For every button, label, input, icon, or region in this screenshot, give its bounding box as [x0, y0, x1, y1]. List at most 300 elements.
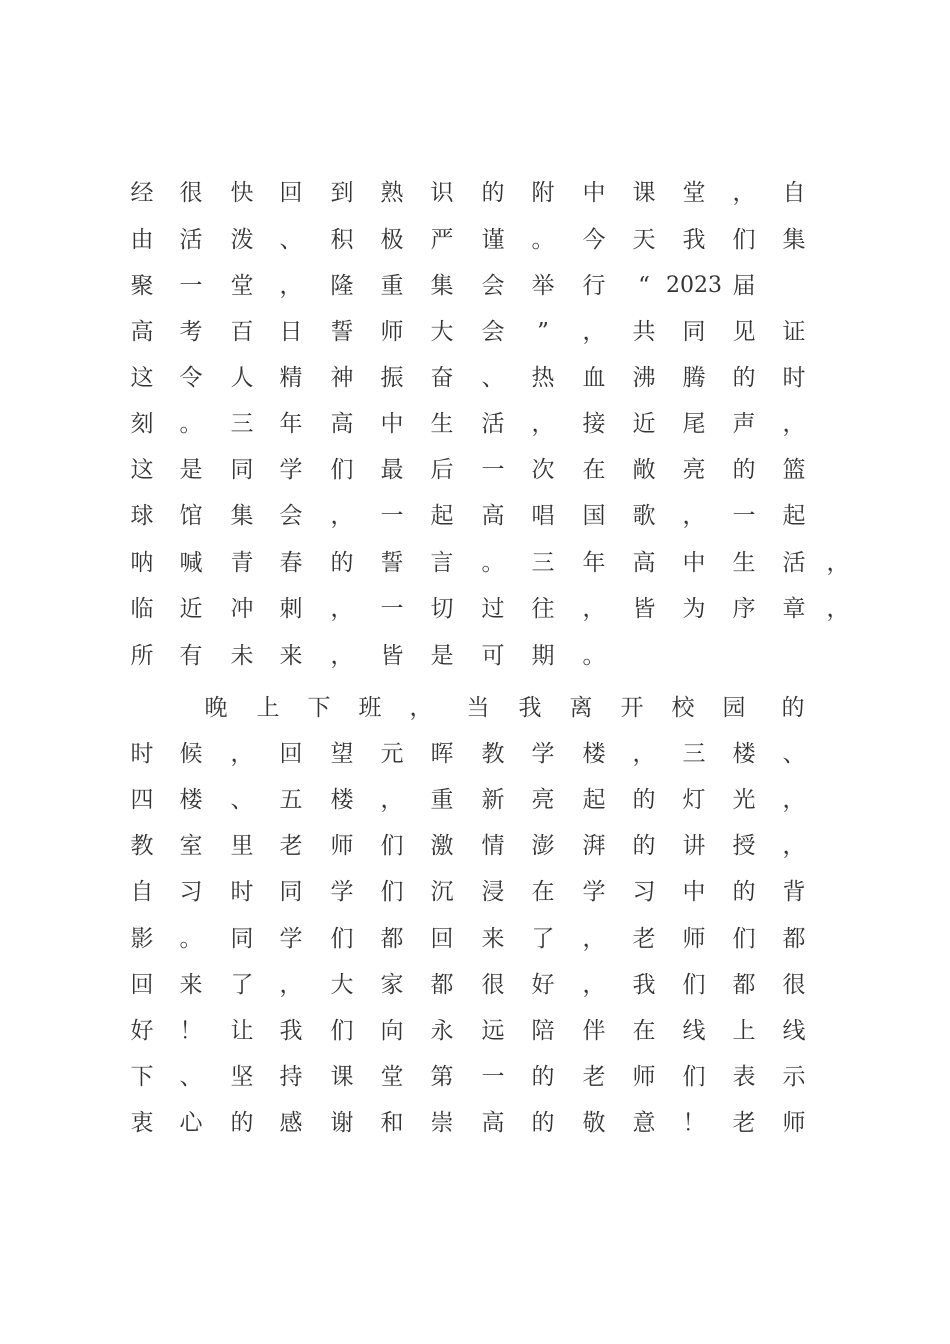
text-char: 时 [230, 879, 254, 905]
text-char: 、 [230, 787, 254, 813]
text-char: 时 [782, 365, 806, 391]
text-char: 令 [179, 365, 203, 391]
text-char: 。 [582, 643, 606, 669]
text-char: 课 [632, 180, 656, 206]
text-char: 尾 [682, 411, 706, 437]
text-char: 都 [380, 926, 404, 952]
text-char: 心 [179, 1110, 203, 1136]
text-char: 重 [380, 273, 404, 299]
text-line [0, 636, 950, 676]
text-char: 回 [279, 180, 303, 206]
text-char: 回 [430, 926, 454, 952]
text-char: 下 [307, 695, 331, 721]
text-char: 老 [732, 1110, 756, 1136]
text-char: 见 [732, 319, 756, 345]
text-char: ， [782, 833, 806, 859]
text-char: 。 [179, 926, 203, 952]
text-char: 沸 [632, 365, 656, 391]
text-char: 敞 [632, 457, 656, 483]
text-char: 亮 [682, 457, 706, 483]
text-char: 往 [531, 596, 555, 622]
text-char: 校 [671, 695, 695, 721]
text-char: 所 [130, 643, 154, 669]
text-char: 聚 [130, 273, 154, 299]
text-char: 老 [582, 1064, 606, 1090]
text-char: 来 [279, 643, 303, 669]
text-char: 切 [430, 596, 454, 622]
text-char: 刺 [279, 596, 303, 622]
text-char: 们 [380, 833, 404, 859]
text-char: 室 [179, 833, 203, 859]
text-char: 习 [179, 879, 203, 905]
text-char: ， [279, 972, 303, 998]
text-char: 示 [782, 1064, 806, 1090]
text-char: 呐 [130, 550, 154, 576]
text-char: 刻 [130, 411, 154, 437]
text-char: 课 [330, 1064, 354, 1090]
text-char: 授 [732, 833, 756, 859]
text-char: 期 [531, 643, 555, 669]
text-char: 好 [531, 972, 555, 998]
text-char: 浸 [481, 879, 505, 905]
text-char: 了 [230, 972, 254, 998]
text-char: “ [638, 273, 650, 299]
text-char: ” [537, 319, 549, 345]
text-char: ， [409, 695, 433, 721]
text-line [0, 312, 950, 352]
text-char: 举 [531, 273, 555, 299]
text-char: 谢 [330, 1110, 354, 1136]
text-char: 同 [682, 319, 706, 345]
text-char: 师 [782, 1110, 806, 1136]
text-char: 们 [682, 972, 706, 998]
text-char: 楼 [330, 787, 354, 813]
text-char: 的 [531, 1110, 555, 1136]
text-char: 日 [279, 319, 303, 345]
text-char: 教 [130, 833, 154, 859]
text-char: 沉 [430, 879, 454, 905]
text-char: 师 [380, 319, 404, 345]
text-char: 热 [531, 365, 555, 391]
text-char: 、 [782, 741, 806, 767]
text-char: 师 [330, 833, 354, 859]
text-char: 候 [179, 741, 203, 767]
text-char: 影 [130, 926, 154, 952]
text-char: 为 [682, 596, 706, 622]
text-char: 的 [732, 365, 756, 391]
text-char: 自 [130, 879, 154, 905]
text-line [0, 266, 950, 306]
text-char: 喊 [179, 550, 203, 576]
text-char: 青 [230, 550, 254, 576]
text-char: ， [330, 503, 354, 529]
text-char: ， [582, 319, 606, 345]
text-char: 向 [380, 1018, 404, 1044]
text-char: 回 [279, 741, 303, 767]
text-char: 馆 [179, 503, 203, 529]
text-char: 言 [430, 550, 454, 576]
text-char: 了 [531, 926, 555, 952]
text-char: 泼 [230, 227, 254, 253]
text-char: 的 [781, 695, 805, 721]
text-char: 行 [582, 273, 606, 299]
text-char: 持 [279, 1064, 303, 1090]
text-line [0, 734, 950, 774]
text-char: 们 [330, 457, 354, 483]
text-line [0, 220, 950, 260]
text-char: 这 [130, 365, 154, 391]
text-char: 会 [481, 319, 505, 345]
text-char: 园 [722, 695, 746, 721]
text-char: 回 [130, 972, 154, 998]
text-char: 都 [430, 972, 454, 998]
text-char: 中 [380, 411, 404, 437]
text-char: 澎 [531, 833, 555, 859]
text-line [0, 872, 950, 912]
text-char: 识 [430, 180, 454, 206]
text-char: 后 [430, 457, 454, 483]
text-char: 表 [732, 1064, 756, 1090]
text-line [0, 1103, 950, 1143]
text-char: ， [230, 741, 254, 767]
text-char: 习 [632, 879, 656, 905]
text-char: 三 [531, 550, 555, 576]
text-char: 的 [632, 787, 656, 813]
text-char: ， [582, 596, 606, 622]
text-char: 。 [179, 411, 203, 437]
text-char: 线 [782, 1018, 806, 1044]
text-char: 灯 [682, 787, 706, 813]
text-char: 、 [481, 365, 505, 391]
text-char: 开 [620, 695, 644, 721]
text-char: 离 [569, 695, 593, 721]
text-char: 振 [380, 365, 404, 391]
text-char: 声 [732, 411, 756, 437]
text-char: 里 [230, 833, 254, 859]
text-char: 临 [130, 596, 154, 622]
text-char: 教 [481, 741, 505, 767]
text-char: 序 [732, 596, 756, 622]
text-char: 极 [380, 227, 404, 253]
text-char: ！ [682, 1110, 706, 1136]
text-char: 集 [230, 503, 254, 529]
text-char: 都 [732, 972, 756, 998]
text-char: 学 [582, 879, 606, 905]
text-char: 可 [481, 643, 505, 669]
text-char: 自 [782, 180, 806, 206]
text-char: 最 [380, 457, 404, 483]
text-char: 楼 [582, 741, 606, 767]
text-char: 天 [632, 227, 656, 253]
text-char: 生 [430, 411, 454, 437]
text-line [0, 358, 950, 398]
text-char: ！ [179, 1018, 203, 1044]
text-char: 。 [481, 550, 505, 576]
text-char: 的 [330, 550, 354, 576]
text-char: 激 [430, 833, 454, 859]
text-char: 接 [582, 411, 606, 437]
text-char: 上 [256, 695, 280, 721]
text-line [0, 1011, 950, 1051]
text-char: ， [330, 596, 354, 622]
text-char: 望 [330, 741, 354, 767]
text-char: 、 [179, 1064, 203, 1090]
text-char: 很 [481, 972, 505, 998]
text-char: 伴 [582, 1018, 606, 1044]
text-char: 起 [582, 787, 606, 813]
text-char: 起 [782, 503, 806, 529]
text-char: ， [732, 180, 756, 206]
text-char: ， [632, 741, 656, 767]
text-char: 们 [732, 227, 756, 253]
text-char: 好 [130, 1018, 154, 1044]
text-char: 在 [632, 1018, 656, 1044]
text-char: 起 [430, 503, 454, 529]
text-char: 意 [632, 1110, 656, 1136]
text-line [0, 826, 950, 866]
text-char: 活 [782, 550, 806, 576]
text-char: 下 [130, 1064, 154, 1090]
text-char: 次 [531, 457, 555, 483]
text-char: ， [531, 411, 555, 437]
text-char: 来 [481, 926, 505, 952]
text-char: 亮 [531, 787, 555, 813]
text-char: 会 [279, 503, 303, 529]
text-char: 高 [130, 319, 154, 345]
text-char: ， [582, 972, 606, 998]
text-char: ， [682, 503, 706, 529]
text-char: 学 [279, 457, 303, 483]
text-char: 春 [279, 550, 303, 576]
text-char: 年 [279, 411, 303, 437]
text-line [0, 1057, 950, 1097]
text-char: 同 [279, 879, 303, 905]
text-char: 我 [518, 695, 542, 721]
text-char: 们 [380, 879, 404, 905]
text-char: 们 [330, 926, 354, 952]
text-char: 堂 [230, 273, 254, 299]
text-char: 背 [782, 879, 806, 905]
text-char: ， [782, 411, 806, 437]
text-char: 考 [179, 319, 203, 345]
text-char: 誓 [330, 319, 354, 345]
text-char: 新 [481, 787, 505, 813]
text-line [0, 543, 950, 583]
text-char: 会 [481, 273, 505, 299]
text-char: 学 [279, 926, 303, 952]
text-char: 是 [430, 643, 454, 669]
text-char: 老 [632, 926, 656, 952]
text-char: 元 [380, 741, 404, 767]
text-char: 们 [682, 1064, 706, 1090]
text-char: 未 [230, 643, 254, 669]
text-char: 积 [330, 227, 354, 253]
text-char: 人 [230, 365, 254, 391]
text-char: 皆 [380, 643, 404, 669]
text-char: ， [826, 596, 850, 622]
text-char: 同 [230, 457, 254, 483]
text-char: 生 [732, 550, 756, 576]
text-char: 晖 [430, 741, 454, 767]
text-char: 大 [330, 972, 354, 998]
text-char: 们 [732, 926, 756, 952]
text-char: 班 [358, 695, 382, 721]
text-char: 四 [130, 787, 154, 813]
text-char: 的 [531, 1064, 555, 1090]
text-char: 高 [481, 1110, 505, 1136]
text-char: 血 [582, 365, 606, 391]
text-char: ， [279, 273, 303, 299]
text-char: 唱 [531, 503, 555, 529]
text-line [0, 589, 950, 629]
text-char: 敬 [582, 1110, 606, 1136]
text-char: 严 [430, 227, 454, 253]
text-char: 国 [582, 503, 606, 529]
text-char: 第 [430, 1064, 454, 1090]
text-char: 中 [682, 550, 706, 576]
text-line [0, 173, 950, 213]
text-char: 集 [430, 273, 454, 299]
text-char: 光 [732, 787, 756, 813]
text-char: 年 [582, 550, 606, 576]
text-char: 家 [380, 972, 404, 998]
text-char: ， [782, 787, 806, 813]
text-char: 堂 [380, 1064, 404, 1090]
text-char: 皆 [632, 596, 656, 622]
text-char: 上 [732, 1018, 756, 1044]
text-char: 这 [130, 457, 154, 483]
text-char: 讲 [682, 833, 706, 859]
text-char: 熟 [380, 180, 404, 206]
text-char: 奋 [430, 365, 454, 391]
text-char: 章 [782, 596, 806, 622]
text-line [0, 780, 950, 820]
text-char: 在 [582, 457, 606, 483]
text-char: 的 [732, 457, 756, 483]
text-char: ， [582, 926, 606, 952]
text-char: 我 [279, 1018, 303, 1044]
text-char: 隆 [330, 273, 354, 299]
text-char: 活 [481, 411, 505, 437]
text-char: 精 [279, 365, 303, 391]
text-char: 三 [230, 411, 254, 437]
text-char: 堂 [682, 180, 706, 206]
text-char: 和 [380, 1110, 404, 1136]
text-line [0, 450, 950, 490]
text-char: 一 [481, 457, 505, 483]
text-char: 楼 [732, 741, 756, 767]
text-line [0, 919, 950, 959]
text-char: 的 [732, 879, 756, 905]
text-char: 一 [481, 1064, 505, 1090]
text-char: 歌 [632, 503, 656, 529]
text-line [0, 404, 950, 444]
text-char: 近 [179, 596, 203, 622]
text-char: 誓 [380, 550, 404, 576]
text-char: 的 [230, 1110, 254, 1136]
text-char: 有 [179, 643, 203, 669]
text-char: 集 [782, 227, 806, 253]
text-char: 高 [330, 411, 354, 437]
text-char: 我 [632, 972, 656, 998]
text-char: 陪 [531, 1018, 555, 1044]
text-char: 2023 [666, 273, 722, 298]
text-char: 快 [230, 180, 254, 206]
text-char: 证 [782, 319, 806, 345]
text-char: 是 [179, 457, 203, 483]
text-char: 附 [531, 180, 555, 206]
text-char: 。 [531, 227, 555, 253]
text-char: 一 [732, 503, 756, 529]
text-char: 过 [481, 596, 505, 622]
text-char: 球 [130, 503, 154, 529]
text-char: 坚 [230, 1064, 254, 1090]
text-char: 我 [682, 227, 706, 253]
text-char: 三 [682, 741, 706, 767]
text-char: 远 [481, 1018, 505, 1044]
text-char: ， [380, 787, 404, 813]
text-char: 一 [179, 273, 203, 299]
text-char: ， [826, 550, 850, 576]
text-char: 由 [130, 227, 154, 253]
text-char: 当 [466, 695, 490, 721]
text-char: 谨 [481, 227, 505, 253]
text-char: 共 [632, 319, 656, 345]
text-char: ， [330, 643, 354, 669]
text-char: 今 [582, 227, 606, 253]
text-char: 一 [380, 503, 404, 529]
text-char: 届 [732, 273, 756, 299]
text-char: 活 [179, 227, 203, 253]
text-char: 情 [481, 833, 505, 859]
text-char: 楼 [179, 787, 203, 813]
text-char: 们 [330, 1018, 354, 1044]
text-char: 的 [632, 833, 656, 859]
text-char: 师 [682, 926, 706, 952]
text-char: 大 [430, 319, 454, 345]
text-char: 高 [632, 550, 656, 576]
text-char: 衷 [130, 1110, 154, 1136]
text-char: 老 [279, 833, 303, 859]
text-char: 崇 [430, 1110, 454, 1136]
text-char: 线 [682, 1018, 706, 1044]
text-char: 冲 [230, 596, 254, 622]
text-char: 到 [330, 180, 354, 206]
text-char: 来 [179, 972, 203, 998]
text-char: 让 [230, 1018, 254, 1044]
text-char: 的 [481, 180, 505, 206]
text-char: 师 [632, 1064, 656, 1090]
text-char: 经 [130, 180, 154, 206]
text-char: 同 [230, 926, 254, 952]
text-char: 很 [782, 972, 806, 998]
text-char: 感 [279, 1110, 303, 1136]
text-char: 高 [481, 503, 505, 529]
text-char: 、 [279, 227, 303, 253]
text-char: 一 [380, 596, 404, 622]
text-char: 腾 [682, 365, 706, 391]
text-char: 学 [531, 741, 555, 767]
text-char: 晚 [204, 695, 228, 721]
text-char: 都 [782, 926, 806, 952]
text-char: 篮 [782, 457, 806, 483]
text-line [0, 496, 950, 536]
text-char: 近 [632, 411, 656, 437]
text-char: 中 [582, 180, 606, 206]
text-line [0, 688, 950, 728]
text-char: 湃 [582, 833, 606, 859]
text-char: 中 [682, 879, 706, 905]
